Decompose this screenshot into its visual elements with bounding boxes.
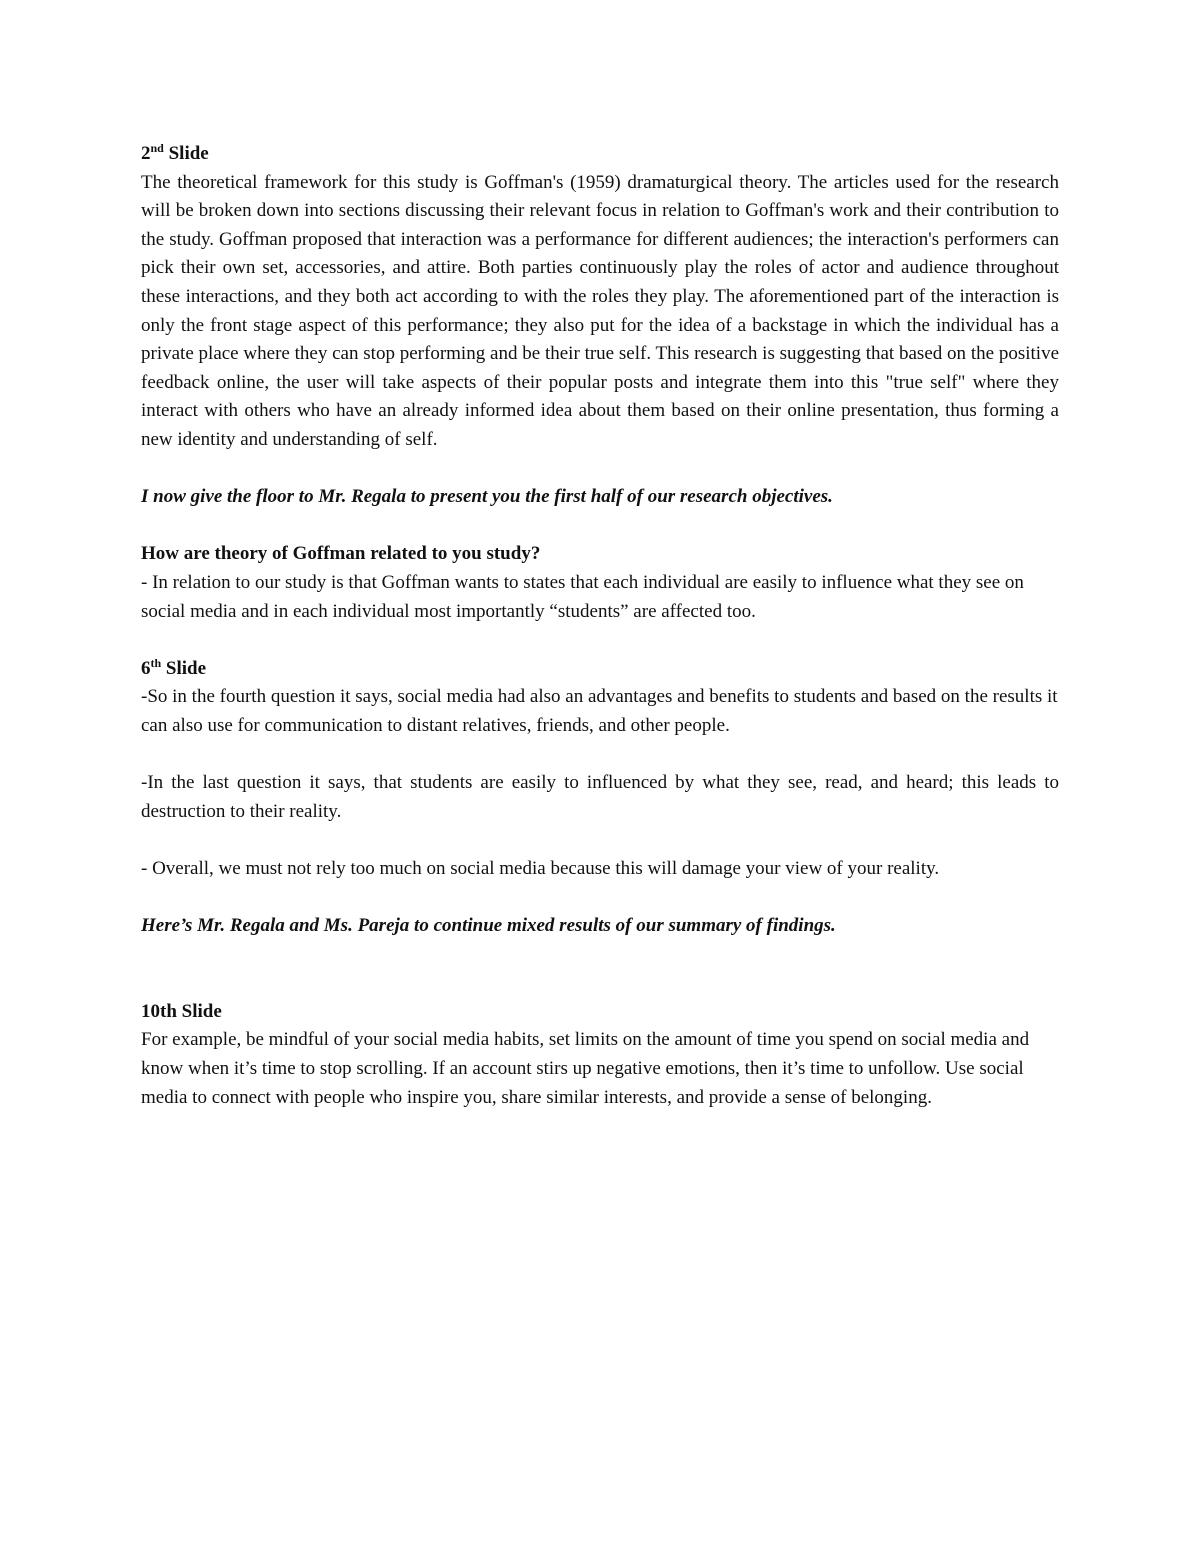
slide-6-paragraph-2: -In the last question it says, that students are easily to influenced by what they see, read, and heard; this leads to destruction to their reality. xyxy=(141,772,1059,822)
spacer xyxy=(141,941,1059,998)
spacer xyxy=(141,826,1059,855)
spacer xyxy=(141,740,1059,769)
transition-callout-1: I now give the floor to Mr. Regala to present you the first half of our research objectives. xyxy=(141,486,833,508)
spacer xyxy=(141,883,1059,912)
question-heading: How are theory of Goffman related to you study? xyxy=(141,543,541,565)
slide-10-body: For example, be mindful of your social media habits, set limits on the amount of time you spend on social media and know when it’s time to stop scrolling. If an account stirs up negative emotions, then it’s time to unfollow. Use social media to connect with people who inspire you, share similar interests, and provide a sense of belonging. xyxy=(141,1029,1030,1108)
question-body: - In relation to our study is that Goffman wants to states that each individual are easily to influence what they see on social media and in each individual most importantly “students” are affected too. xyxy=(141,571,1024,622)
document-body xyxy=(141,140,1059,1112)
slide-6-paragraph-3: - Overall, we must not rely too much on social media because this will damage your view of your reality. xyxy=(141,857,940,879)
slide-6-paragraph-1: -So in the fourth question it says, social media had also an advantages and benefits to students and based on the results it can also use for communication to distant relatives, friends, and other people. xyxy=(141,686,1058,736)
transition-callout-2: Here’s Mr. Regala and Ms. Pareja to continue mixed results of our summary of findings. xyxy=(141,915,836,937)
slide-2-heading: 2nd Slide xyxy=(141,141,209,164)
slide-2-body: The theoretical framework for this study is Goffman's (1959) dramaturgical theory. The articles used for the research will be broken down into sections discussing their relevant focus in relation to Goffman's work and their contribution to the study. Goffman proposed that interaction was a performance for different audiences; the interaction's performers can pick their own set, accessories, and attire. Both parties continuously play the roles of actor and audience throughout these interactions, and they both act according to with the roles they play. The aforementioned part of the interaction is only the front stage aspect of this performance; they also put for the idea of a backstage in which the individual has a private place where they can stop performing and be their true self. This research is suggesting that based on the positive feedback online, the user will take aspects of their popular posts and integrate them into this "true self" where they interact with others who have an already informed idea about them based on their online presentation, thus forming a new identity and understanding of self. xyxy=(141,171,1059,450)
slide-6-heading: 6th Slide xyxy=(141,655,207,679)
spacer xyxy=(141,626,1059,655)
ordinal-suffix: th xyxy=(150,655,162,670)
spacer xyxy=(141,455,1059,484)
slide-10-heading: 10th Slide xyxy=(141,1000,222,1022)
spacer xyxy=(141,512,1059,541)
ordinal-suffix: nd xyxy=(150,141,164,155)
